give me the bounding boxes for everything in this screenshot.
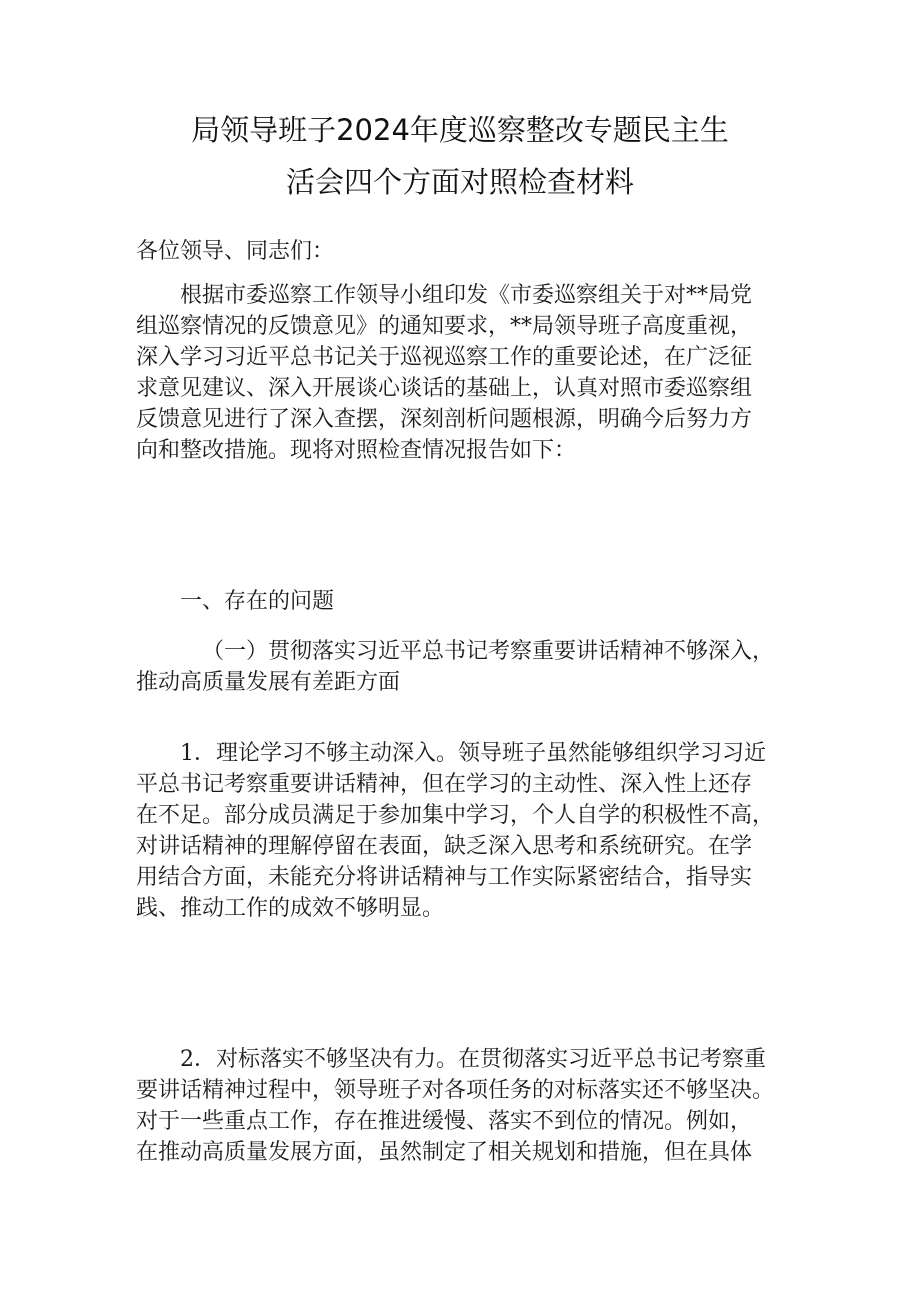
paragraph-line: 根据市委巡察工作领导小组印发《市委巡察组关于对**局党 xyxy=(180,283,753,308)
paragraph-line: 组巡察情况的反馈意见》的通知要求，**局领导班子高度重视， xyxy=(136,314,753,339)
item-1-paragraph xyxy=(136,736,796,922)
paragraph-line: 1．理论学习不够主动深入。领导班子虽然能够组织学习习近 xyxy=(180,741,766,766)
paragraph-line: 反馈意见进行了深入查摆，深刻剖析问题根源，明确今后努力方 xyxy=(136,407,753,432)
paragraph-line: 践、推动工作的成效不够明显。 xyxy=(136,896,445,921)
paragraph-line: 深入学习习近平总书记关于巡视巡察工作的重要论述，在广泛征 xyxy=(136,345,753,370)
salutation: 各位领导、同志们： xyxy=(136,239,335,264)
document-title-line-2: 活会四个方面对照检查材料 xyxy=(285,165,634,199)
paragraph-line: 求意见建议、深入开展谈心谈话的基础上，认真对照市委巡察组 xyxy=(136,376,753,401)
document-title-line-1: 局领导班子2024年度巡察整改专题民主生 xyxy=(191,113,729,147)
paragraph-line: 2．对标落实不够坚决有力。在贯彻落实习近平总书记考察重 xyxy=(180,1047,766,1072)
intro-paragraph xyxy=(136,278,796,464)
paragraph-line: 向和整改措施。现将对照检查情况报告如下： xyxy=(136,438,577,463)
heading-line: （一）贯彻落实习近平总书记考察重要讲话精神不够深入， xyxy=(202,639,775,664)
heading-line: 推动高质量发展有差距方面 xyxy=(136,670,401,695)
paragraph-line: 在不足。部分成员满足于参加集中学习，个人自学的积极性不高， xyxy=(136,803,775,828)
paragraph-line: 对于一些重点工作，存在推进缓慢、落实不到位的情况。例如， xyxy=(136,1109,753,1134)
section-heading-1 xyxy=(136,584,796,615)
item-2-paragraph xyxy=(136,1042,796,1166)
paragraph-line: 对讲话精神的理解停留在表面，缺乏深入思考和系统研究。在学 xyxy=(136,834,753,859)
paragraph-line: 用结合方面，未能充分将讲话精神与工作实际紧密结合，指导实 xyxy=(136,865,753,890)
paragraph-line: 平总书记考察重要讲话精神，但在学习的主动性、深入性上还存 xyxy=(136,772,753,797)
paragraph-line: 要讲话精神过程中，领导班子对各项任务的对标落实还不够坚决。 xyxy=(136,1078,775,1103)
paragraph-line: 在推动高质量发展方面，虽然制定了相关规划和措施，但在具体 xyxy=(136,1140,753,1165)
heading-line: 一、存在的问题 xyxy=(180,589,335,614)
section-heading-2 xyxy=(136,634,796,696)
